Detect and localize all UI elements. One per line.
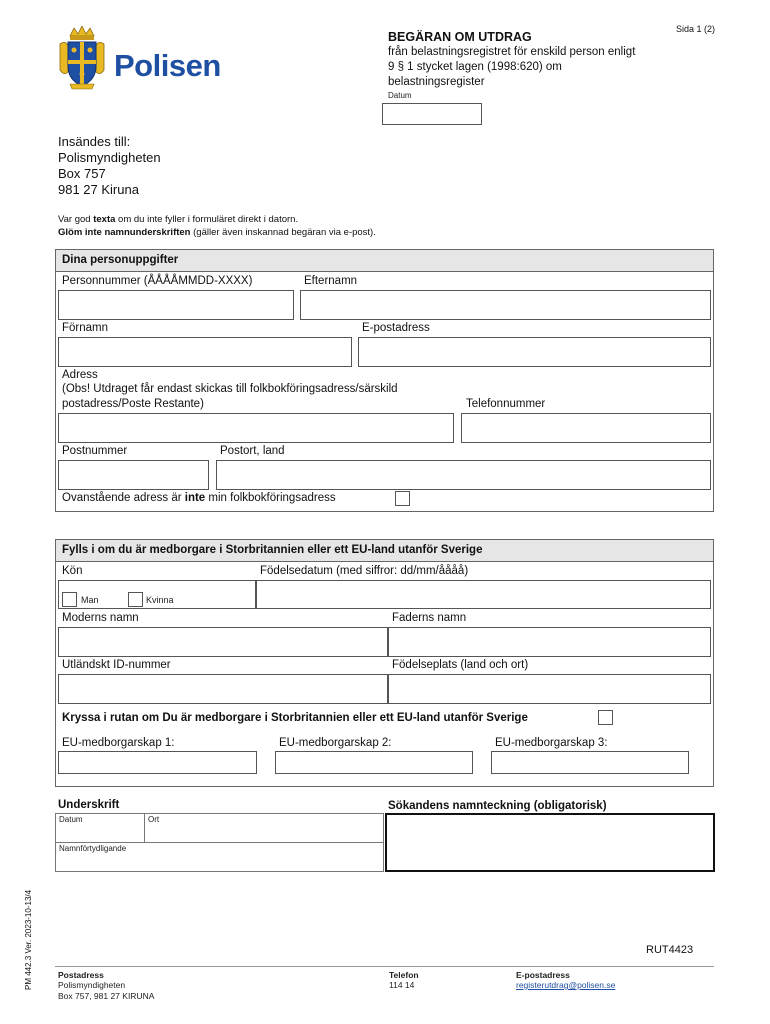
date-label: Datum xyxy=(388,91,412,100)
man-checkbox[interactable] xyxy=(62,592,77,607)
sokandens-heading: Sökandens namnteckning (obligatorisk) xyxy=(388,800,607,812)
adress-note-2: postadress/Poste Restante) xyxy=(62,398,204,410)
footer-postadress-1: Polismyndigheten xyxy=(58,980,126,990)
recipient-line3: 981 27 Kiruna xyxy=(58,182,139,197)
eu-medb3-field[interactable] xyxy=(491,751,689,774)
moderns-namn-field[interactable] xyxy=(58,627,388,657)
id-nummer-label: Utländskt ID-nummer xyxy=(62,659,171,671)
instruction-line-2: Glöm inte namnunderskriften (gäller även inskannad begäran via e-post). xyxy=(58,227,376,238)
footer-telefon-label: Telefon xyxy=(389,970,419,980)
form-subtitle-2: 9 § 1 stycket lagen (1998:620) om xyxy=(388,61,562,73)
postort-label: Postort, land xyxy=(220,445,285,457)
brand-name: Polisen xyxy=(114,48,221,83)
adress-label: Adress xyxy=(62,369,98,381)
footer-epost-link[interactable]: registerutdrag@polisen.se xyxy=(516,980,616,990)
form-subtitle-1: från belastningsregistret för enskild person enligt xyxy=(388,46,636,58)
eu-heading: Fylls i om du är medborgare i Storbritannien eller ett EU-land utanför Sverige xyxy=(56,540,713,562)
fodelseplats-label: Födelseplats (land och ort) xyxy=(392,659,529,671)
form-version: PM 442.3 Ver. 2023-10-13/4 xyxy=(24,889,33,990)
underskrift-heading: Underskrift xyxy=(58,799,120,811)
form-title: BEGÄRAN OM UTDRAG xyxy=(388,30,532,44)
fodelseplats-field[interactable] xyxy=(388,674,711,704)
footer-epost-label: E-postadress xyxy=(516,970,570,980)
police-emblem-icon xyxy=(56,26,108,90)
man-label: Man xyxy=(81,595,99,605)
faderns-namn-label: Faderns namn xyxy=(392,612,467,624)
eu-medb1-label: EU-medborgarskap 1: xyxy=(62,737,175,749)
eu-citizen-label: Kryssa i rutan om Du är medborgare i Storbritannien eller ett EU-land utanför Sverige xyxy=(62,712,528,724)
epost-label: E-postadress xyxy=(362,322,430,334)
footer-telefon: 114 14 xyxy=(389,980,415,990)
kvinna-label: Kvinna xyxy=(146,595,174,605)
id-nummer-field[interactable] xyxy=(58,674,388,704)
eu-citizen-checkbox[interactable] xyxy=(598,710,613,725)
adress-note-1: (Obs! Utdraget får endast skickas till folkbokföringsadress/särskild xyxy=(62,383,398,395)
recipient-line1: Polismyndigheten xyxy=(58,150,161,165)
folkbokforing-label: Ovanstående adress är inte min folkbokföringsadress xyxy=(62,492,336,504)
eu-medb2-label: EU-medborgarskap 2: xyxy=(279,737,392,749)
form-subtitle-3: belastningsregister xyxy=(388,76,485,88)
postnummer-label: Postnummer xyxy=(62,445,128,457)
namnfortydligande-label: Namnförtydligande xyxy=(59,844,127,853)
personnummer-label: Personnummer (ÅÅÅÅMMDD-XXXX) xyxy=(62,275,253,287)
recipient-block xyxy=(58,134,161,198)
eu-medb1-field[interactable] xyxy=(58,751,257,774)
page-number: Sida 1 (2) xyxy=(676,24,716,34)
adress-field[interactable] xyxy=(58,413,454,443)
signature-ort-label: Ort xyxy=(148,815,160,824)
signature-datum-label: Datum xyxy=(59,815,83,824)
footer-postadress-2: Box 757, 981 27 KIRUNA xyxy=(58,991,155,1001)
fornamn-field[interactable] xyxy=(58,337,352,367)
efternamn-label: Efternamn xyxy=(304,275,358,287)
form-code: RUT4423 xyxy=(646,944,694,956)
recipient-line2: Box 757 xyxy=(58,166,106,181)
signature-ort-field[interactable] xyxy=(144,813,384,843)
kon-label: Kön xyxy=(62,565,83,577)
telefon-label: Telefonnummer xyxy=(466,398,546,410)
personnummer-field[interactable] xyxy=(58,290,294,320)
faderns-namn-field[interactable] xyxy=(388,627,711,657)
telefon-field[interactable] xyxy=(461,413,711,443)
folkbokforing-checkbox[interactable] xyxy=(395,491,410,506)
fodelsedatum-label: Födelsedatum (med siffror: dd/mm/åååå) xyxy=(260,565,469,577)
date-field[interactable] xyxy=(382,103,482,125)
instruction-line-1: Var god texta om du inte fyller i formuläret direkt i datorn. xyxy=(58,214,299,225)
epost-field[interactable] xyxy=(358,337,711,367)
personal-info-heading: Dina personuppgifter xyxy=(56,250,713,272)
postort-field[interactable] xyxy=(216,460,711,490)
fornamn-label: Förnamn xyxy=(62,322,109,334)
kvinna-checkbox[interactable] xyxy=(128,592,143,607)
recipient-heading: Insändes till: xyxy=(58,134,131,149)
signature-box[interactable] xyxy=(385,813,715,872)
footer-divider xyxy=(55,966,714,967)
fodelsedatum-field[interactable] xyxy=(256,580,711,609)
moderns-namn-label: Moderns namn xyxy=(62,612,139,624)
postnummer-field[interactable] xyxy=(58,460,209,490)
eu-medb3-label: EU-medborgarskap 3: xyxy=(495,737,608,749)
efternamn-field[interactable] xyxy=(300,290,711,320)
eu-medb2-field[interactable] xyxy=(275,751,473,774)
polisen-logo xyxy=(56,26,256,92)
footer-postadress-label: Postadress xyxy=(58,970,104,980)
